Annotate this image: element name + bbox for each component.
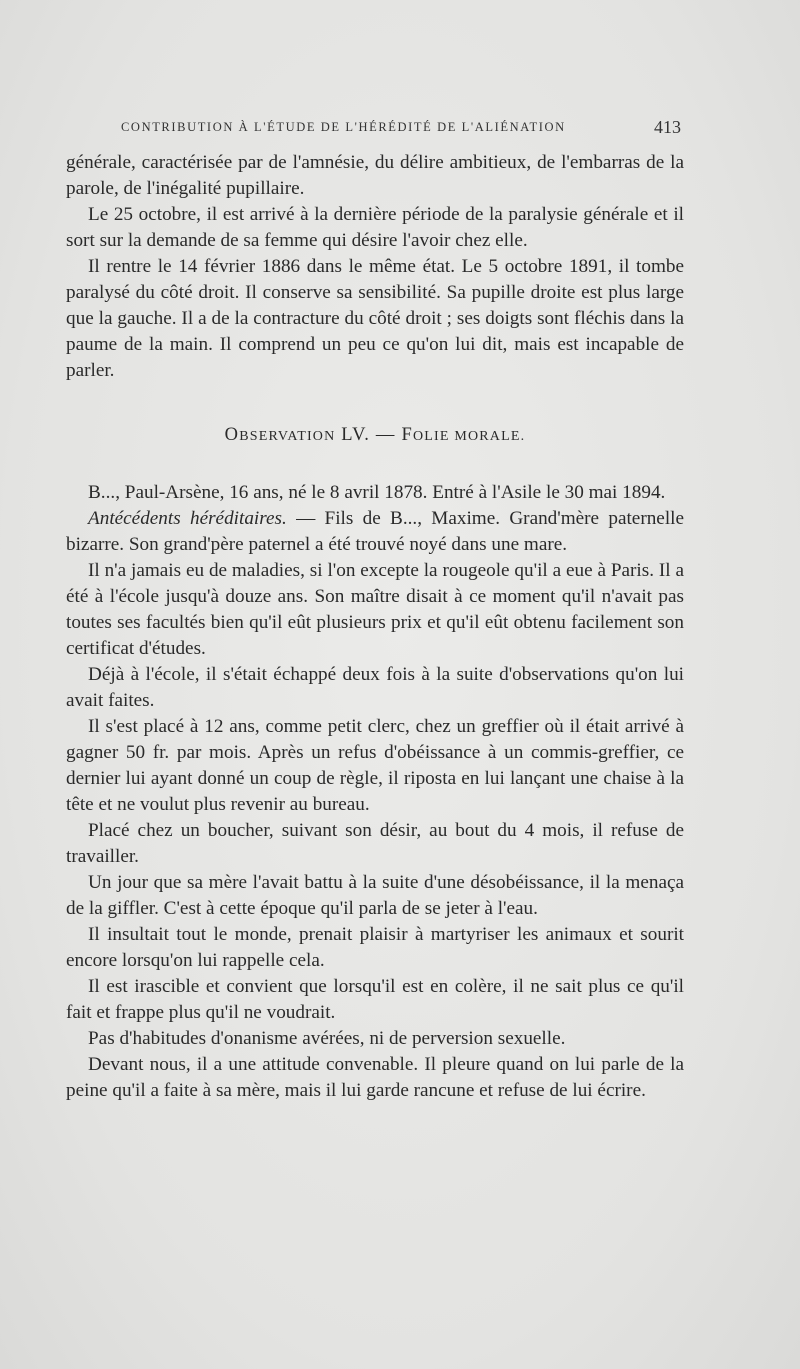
- observation-dash: —: [375, 425, 396, 445]
- paragraph: Le 25 octobre, il est arrivé à la dernière période de la paralysie générale et il sort sur la demande de sa femme qui désire l'avoir chez elle.: [66, 204, 684, 251]
- running-title: CONTRIBUTION À L'ÉTUDE DE L'HÉRÉDITÉ DE L'ALIÉNATION: [121, 120, 566, 134]
- observation-label-cap: O: [224, 425, 240, 445]
- patient-intro: B..., Paul-Arsène, 16 ans, né le 8 avril 1878. Entré à l'Asile le 30 mai 1894.: [88, 482, 666, 503]
- antecedents-label: Antécédents héréditaires.: [88, 508, 287, 529]
- paragraph: générale, caractérisée par de l'amnésie, du délire ambitieux, de l'embarras de la parole, de l'inégalité pupillaire.: [66, 152, 684, 199]
- paragraph: Il rentre le 14 février 1886 dans le même état. Le 5 octobre 1891, il tombe paralysé du côté droit. Il conserve sa sensibilité. Sa pupille droite est plus large que la gauche. Il a de la contracture du côté droit ; ses doigts sont fléchis dans la paume de la main. Il comprend un peu ce qu'on lui dit, mais est incapable de parler.: [66, 256, 684, 381]
- paragraph: Il insultait tout le monde, prenait plaisir à martyriser les animaux et sourit encore lorsqu'on lui rappelle cela.: [66, 924, 684, 971]
- observation-title-rest: OLIE MORALE.: [412, 429, 526, 444]
- paragraph: Il est irascible et convient que lorsqu'il est en colère, il ne sait plus ce qu'il fait et frappe plus qu'il ne voudrait.: [66, 976, 684, 1023]
- paragraph: Devant nous, il a une attitude convenable. Il pleure quand on lui parle de la peine qu'il a faite à sa mère, mais il lui garde rancune et refuse de lui écrire.: [66, 1054, 684, 1101]
- observation-label-rest: BSERVATION: [239, 429, 336, 444]
- observation-title-cap: F: [401, 425, 413, 445]
- paragraph: Placé chez un boucher, suivant son désir, au bout du 4 mois, il refuse de travailler.: [66, 820, 684, 867]
- antecedents-paragraph: [66, 506, 684, 558]
- running-header: [121, 117, 681, 137]
- antecedents-text: — Fils de B..., Maxime. Grand'mère paternelle bizarre. Son grand'père paternel a été trouvé noyé dans une mare.: [66, 508, 684, 555]
- observation-heading: [66, 422, 684, 450]
- page-number: 413: [654, 117, 681, 137]
- observation-number: LV.: [341, 425, 371, 445]
- paragraph: Pas d'habitudes d'onanisme avérées, ni de perversion sexuelle.: [88, 1028, 566, 1049]
- paragraph: Déjà à l'école, il s'était échappé deux fois à la suite d'observations qu'on lui avait faites.: [66, 664, 684, 711]
- paragraph: Un jour que sa mère l'avait battu à la suite d'une désobéissance, il la menaça de la giffler. C'est à cette époque qu'il parla de se jeter à l'eau.: [66, 872, 684, 919]
- paragraph: Il s'est placé à 12 ans, comme petit clerc, chez un greffier où il était arrivé à gagner 50 fr. par mois. Après un refus d'obéissance à un commis-greffier, ce dernier lui ayant donné un coup de règle, il riposta en lui lançant une chaise à la tête et ne voulut plus revenir au bureau.: [66, 716, 684, 815]
- paragraph: Il n'a jamais eu de maladies, si l'on excepte la rougeole qu'il a eue à Paris. Il a été à l'école jusqu'à douze ans. Son maître disait à ce moment qu'il n'avait pas toutes ses facultés bien qu'il eût plusieurs prix et qu'il eût obtenu facilement son certificat d'études.: [66, 560, 684, 659]
- page-body: [66, 150, 684, 1104]
